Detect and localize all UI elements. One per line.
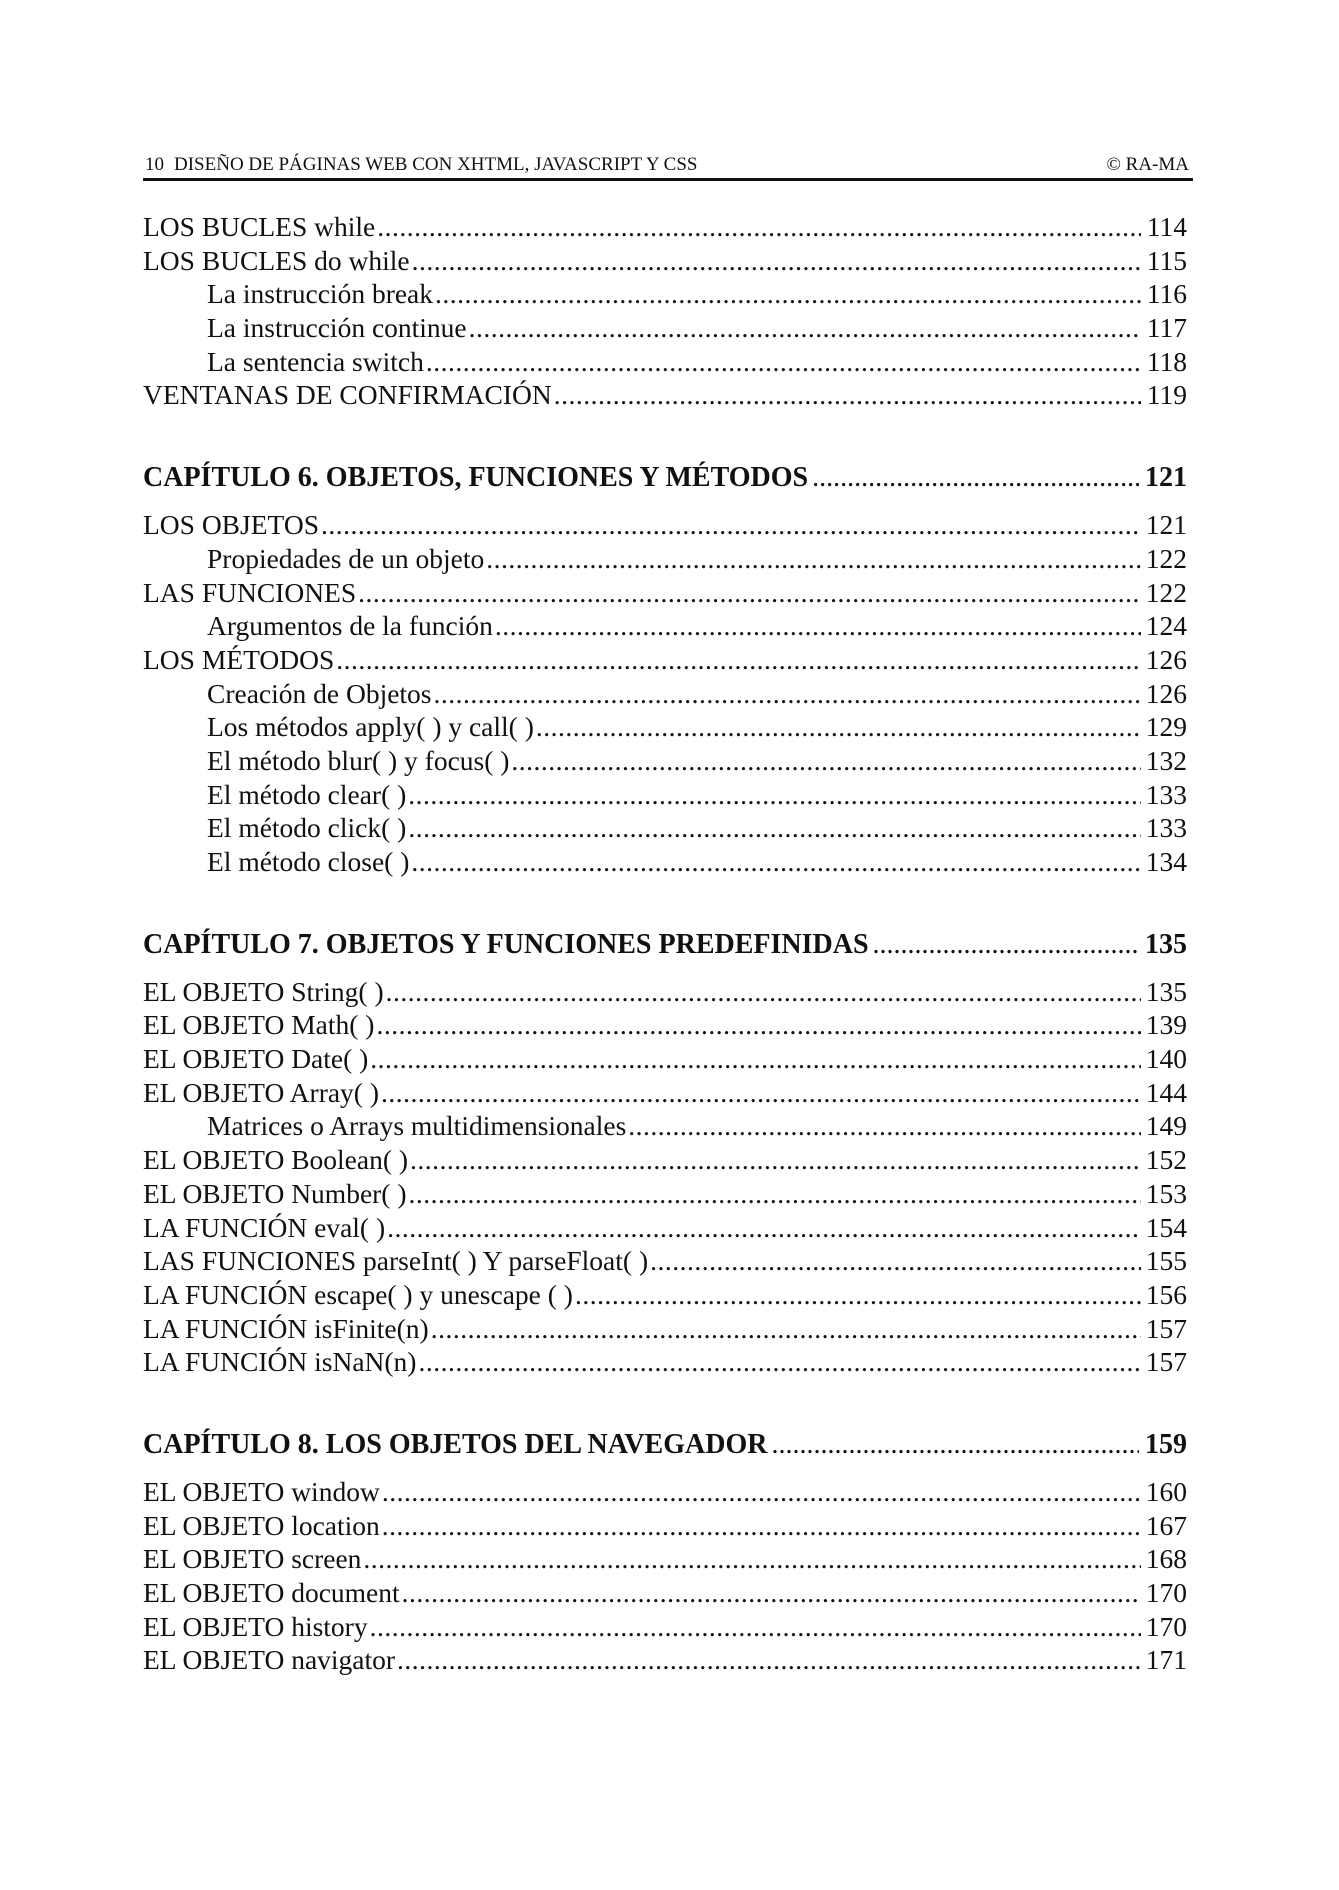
toc-entry-el-objeto-boolean[interactable] [143, 1143, 1187, 1177]
toc-entry-label: EL OBJETO Date( ) [143, 1043, 369, 1075]
toc-entry-page: 170 [1145, 1577, 1187, 1608]
toc-entry-los-objetos[interactable] [143, 508, 1187, 542]
dot-leader [469, 311, 1141, 345]
toc-subentry-el-metodo-close[interactable] [143, 845, 1187, 879]
dot-leader [402, 1576, 1141, 1610]
toc-entry-label: El método close( ) [207, 846, 410, 877]
toc-entry-page: 117 [1146, 312, 1187, 344]
toc-entry-page: 121 [1145, 509, 1187, 541]
chapter-page: 121 [1145, 462, 1187, 494]
toc-entry-page: 115 [1146, 244, 1187, 276]
toc-subentry-propiedades-de-un-objeto[interactable] [143, 542, 1187, 576]
toc-entry-label: VENTANAS DE CONFIRMACIÓN [143, 379, 552, 411]
toc-entry-label: EL OBJETO location [143, 1509, 380, 1541]
toc-entry-label: Creación de Objetos [207, 677, 432, 709]
toc-entry-page: 122 [1145, 576, 1187, 608]
toc-entry-la-funcion-eval[interactable] [143, 1211, 1187, 1245]
dot-leader [771, 1425, 1139, 1465]
toc-entry-las-funciones-parseint-y-parsefloat[interactable] [143, 1244, 1187, 1278]
toc-entry-label: LA FUNCIÓN eval( ) [143, 1211, 386, 1243]
dot-leader [382, 1509, 1141, 1543]
toc-entry-label: EL OBJETO Number( ) [143, 1177, 407, 1209]
toc-entry-label: EL OBJETO navigator [143, 1644, 396, 1676]
dot-leader [386, 975, 1141, 1009]
toc-entry-label: EL OBJETO Boolean( ) [143, 1144, 409, 1176]
toc-entry-page: 157 [1145, 1312, 1187, 1344]
toc-entry-page: 155 [1145, 1245, 1187, 1277]
toc-entry-label: LAS FUNCIONES [143, 576, 357, 608]
dot-leader [628, 1109, 1141, 1143]
toc-entry-page: 122 [1145, 542, 1187, 574]
toc-entry-label: El método click( ) [207, 812, 407, 844]
toc-entry-label: LA FUNCIÓN escape( ) y unescape ( ) [143, 1278, 573, 1310]
toc-entry-label: LOS BUCLES while [143, 211, 376, 242]
toc-entry-page: 134 [1145, 846, 1187, 877]
dot-leader [370, 1042, 1141, 1076]
dot-leader [554, 378, 1141, 412]
dot-leader [812, 458, 1139, 498]
toc-entry-ventanas-de-confirmacion[interactable] [143, 378, 1187, 412]
dot-leader [412, 244, 1141, 278]
toc-entry-page: 160 [1145, 1475, 1187, 1507]
chapter-title: CAPÍTULO 6. OBJETOS, FUNCIONES Y MÉTODOS [143, 462, 809, 494]
toc-entry-el-objeto-location[interactable] [143, 1509, 1187, 1543]
dot-leader [410, 1143, 1141, 1177]
toc-subentry-la-sentencia-switch[interactable] [143, 345, 1187, 379]
toc-entry-la-funcion-isfinite-n[interactable] [143, 1312, 1187, 1346]
toc-entry-label: LOS BUCLES do while [143, 244, 410, 276]
dot-leader [408, 778, 1141, 812]
toc-entry-page: 154 [1145, 1211, 1187, 1243]
toc-entry-page: 126 [1145, 677, 1187, 709]
toc-entry-label: EL OBJETO String( ) [143, 975, 384, 1007]
toc-entry-label: La instrucción break [207, 278, 434, 310]
chapter-heading-8[interactable] [143, 1425, 1187, 1465]
toc-entry-label: LA FUNCIÓN isNaN(n) [143, 1346, 417, 1378]
toc-entry-page: 149 [1145, 1110, 1187, 1142]
toc-entry-la-funcion-escape-y-unescape[interactable] [143, 1278, 1187, 1312]
toc-entry-label: LA FUNCIÓN isFinite(n) [143, 1312, 429, 1344]
toc-entry-page: 126 [1145, 643, 1187, 675]
dot-leader [650, 1244, 1141, 1278]
toc-entry-page: 144 [1145, 1076, 1187, 1108]
dot-leader [408, 811, 1141, 845]
toc-entry-page: 153 [1145, 1177, 1187, 1209]
dot-leader [387, 1211, 1141, 1245]
toc-entry-label: La sentencia switch [207, 345, 424, 377]
toc-entry-el-objeto-screen[interactable] [143, 1542, 1187, 1576]
dot-leader [363, 1542, 1141, 1576]
toc-subentry-la-instruccion-break[interactable] [143, 277, 1187, 311]
dot-leader [435, 277, 1141, 311]
chapter-heading-6[interactable] [143, 458, 1187, 498]
toc-entry-label: Propiedades de un objeto [207, 542, 485, 574]
chapter-page: 135 [1145, 928, 1187, 960]
toc-entry-page: 124 [1145, 610, 1187, 642]
dot-leader [536, 710, 1141, 744]
toc-entry-label: EL OBJETO screen [143, 1543, 362, 1575]
chapter-title: CAPÍTULO 8. LOS OBJETOS DEL NAVEGADOR [143, 1428, 768, 1460]
toc-subentry-creacion-de-objetos[interactable] [143, 677, 1187, 711]
toc-subentry-el-metodo-clear[interactable] [143, 778, 1187, 812]
dot-leader [336, 643, 1141, 677]
toc-entry-los-bucles-do-while[interactable] [143, 244, 1187, 278]
dot-leader [381, 1076, 1141, 1110]
toc-entry-page: 157 [1145, 1346, 1187, 1378]
toc-entry-label: El método blur( ) y focus( ) [207, 744, 510, 776]
toc-entry-label: EL OBJETO document [143, 1577, 400, 1608]
toc-entry-page: 156 [1145, 1278, 1187, 1310]
toc-entry-los-bucles-while[interactable] [143, 210, 1187, 244]
toc-entry-page: 152 [1145, 1144, 1187, 1176]
toc-subentry-el-metodo-click[interactable] [143, 811, 1187, 845]
toc-entry-el-objeto-history[interactable] [143, 1610, 1187, 1644]
table-of-contents [143, 210, 1187, 1677]
toc-entry-page: 135 [1145, 975, 1187, 1007]
toc-subentry-argumentos-de-la-funcion[interactable] [143, 609, 1187, 643]
toc-entry-el-objeto-window[interactable] [143, 1475, 1187, 1509]
toc-entry-el-objeto-string[interactable] [143, 975, 1187, 1009]
dot-leader [358, 576, 1141, 610]
toc-entry-page: 129 [1145, 711, 1187, 743]
dot-leader [431, 1312, 1141, 1346]
chapter-heading-7[interactable] [143, 925, 1187, 965]
toc-entry-page: 118 [1146, 345, 1187, 377]
toc-entry-el-objeto-array[interactable] [143, 1076, 1187, 1110]
toc-entry-label: EL OBJETO history [143, 1610, 368, 1642]
toc-entry-label: EL OBJETO Array( ) [143, 1076, 379, 1108]
toc-entry-label: LAS FUNCIONES parseInt( ) Y parseFloat( ) [143, 1245, 649, 1277]
toc-entry-page: 133 [1145, 778, 1187, 810]
header-left [145, 154, 697, 176]
toc-entry-las-funciones[interactable] [143, 576, 1187, 610]
dot-leader [575, 1278, 1141, 1312]
toc-subentry-matrices-o-arrays-multidimensionales[interactable] [143, 1109, 1187, 1143]
toc-subentry-la-instruccion-continue[interactable] [143, 311, 1187, 345]
dot-leader [434, 677, 1141, 711]
toc-entry-el-objeto-navigator[interactable] [143, 1643, 1187, 1677]
toc-entry-el-objeto-number[interactable] [143, 1177, 1187, 1211]
book-title: DISEÑO DE PÁGINAS WEB CON XHTML, JAVASCRIPT Y CSS [174, 154, 698, 175]
toc-subentry-el-metodo-blur-y-focus[interactable] [143, 744, 1187, 778]
toc-entry-page: 139 [1145, 1009, 1187, 1041]
dot-leader [382, 1475, 1141, 1509]
toc-entry-page: 114 [1146, 211, 1187, 242]
dot-leader [418, 1345, 1141, 1379]
chapter-page: 159 [1145, 1428, 1187, 1460]
toc-entry-la-funcion-isnan-n[interactable] [143, 1345, 1187, 1379]
dot-leader [411, 845, 1141, 879]
dot-leader [376, 1008, 1141, 1042]
toc-entry-label: LOS OBJETOS [143, 509, 319, 541]
toc-entry-label: El método clear( ) [207, 778, 407, 810]
toc-entry-label: Argumentos de la función [207, 610, 493, 642]
toc-entry-label: Los métodos apply( ) y call( ) [207, 711, 534, 743]
running-header [143, 150, 1193, 181]
dot-leader [495, 609, 1141, 643]
page-number: 10 [145, 154, 164, 175]
toc-entry-label: EL OBJETO window [143, 1475, 380, 1507]
publisher-mark: © RA-MA [1106, 154, 1189, 175]
toc-entry-el-objeto-math[interactable] [143, 1008, 1187, 1042]
dot-leader [486, 542, 1141, 576]
toc-entry-page: 119 [1146, 379, 1187, 411]
toc-entry-label: EL OBJETO Math( ) [143, 1009, 375, 1041]
dot-leader [397, 1643, 1141, 1677]
toc-entry-label: Matrices o Arrays multidimensionales [207, 1110, 627, 1142]
toc-entry-page: 170 [1145, 1610, 1187, 1642]
toc-entry-el-objeto-date[interactable] [143, 1042, 1187, 1076]
dot-leader [873, 925, 1139, 965]
toc-subentry-los-metodos-apply-y-call[interactable] [143, 710, 1187, 744]
toc-entry-page: 167 [1145, 1509, 1187, 1541]
toc-entry-page: 133 [1145, 812, 1187, 844]
dot-leader [426, 345, 1141, 379]
toc-entry-los-metodos[interactable] [143, 643, 1187, 677]
toc-entry-page: 116 [1146, 278, 1187, 310]
toc-entry-page: 168 [1145, 1543, 1187, 1575]
dot-leader [511, 744, 1141, 778]
toc-entry-page: 132 [1145, 744, 1187, 776]
dot-leader [409, 1177, 1142, 1211]
toc-entry-label: LOS MÉTODOS [143, 643, 335, 675]
dot-leader [377, 210, 1141, 244]
toc-entry-page: 171 [1145, 1644, 1187, 1676]
toc-entry-el-objeto-document[interactable] [143, 1576, 1187, 1610]
dot-leader [321, 508, 1141, 542]
dot-leader [370, 1610, 1141, 1644]
chapter-title: CAPÍTULO 7. OBJETOS Y FUNCIONES PREDEFINIDAS [143, 928, 869, 960]
toc-entry-page: 140 [1145, 1043, 1187, 1075]
toc-entry-label: La instrucción continue [207, 312, 467, 344]
